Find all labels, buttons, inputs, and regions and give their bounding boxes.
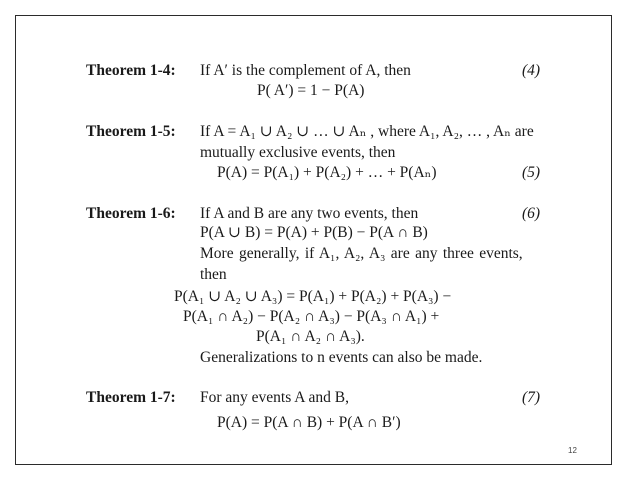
slide [15,15,612,465]
theorem-1-6-three-event-formula-1: P(A₁ ∪ A₂ ∪ A₃) = P(A₁) + P(A₂) + P(A₃) − [174,288,452,305]
theorem-1-4-formula: P( A′) = 1 − P(A) [257,82,365,99]
theorem-1-4-statement: If A′ is the complement of A, then [200,62,411,79]
theorem-1-7-statement: For any events A and B, [200,389,349,406]
theorem-1-5-statement-cont: mutually exclusive events, then [200,144,396,161]
theorem-1-5-number: (5) [522,164,541,181]
theorem-1-6-three-event-formula-2: P(A₁ ∩ A₂) − P(A₂ ∩ A₃) − P(A₃ ∩ A₁) + [183,308,440,325]
theorem-1-7-label: Theorem 1-7: [86,389,176,406]
theorem-1-5-formula: P(A) = P(A₁) + P(A₂) + … + P(Aₙ) [217,164,437,181]
theorem-1-6-statement: If A and B are any two events, then [200,205,419,222]
theorem-1-6-formula: P(A ∪ B) = P(A) + P(B) − P(A ∩ B) [200,224,428,241]
theorem-1-6-three-event-formula-3: P(A₁ ∩ A₂ ∩ A₃). [256,328,365,345]
page-number: 12 [568,446,577,455]
theorem-1-6-then: then [200,266,227,283]
theorem-1-5-statement: If A = A₁ ∪ A₂ ∪ … ∪ Aₙ , where A₁, A₂, … , Aₙ are [200,123,534,140]
theorem-1-4-number: (4) [522,62,541,79]
theorem-1-6-generalization: More generally, if A₁, A₂, A₃ are any three events, [200,245,523,262]
theorem-1-6-number: (6) [522,205,541,222]
theorem-1-7-number: (7) [522,389,541,406]
theorem-1-7-formula: P(A) = P(A ∩ B) + P(A ∩ B′) [217,414,401,431]
theorem-1-4-label: Theorem 1-4: [86,62,176,79]
theorem-1-5-label: Theorem 1-5: [86,123,176,140]
theorem-1-6-label: Theorem 1-6: [86,205,176,222]
theorem-1-6-note: Generalizations to n events can also be made. [200,349,483,366]
